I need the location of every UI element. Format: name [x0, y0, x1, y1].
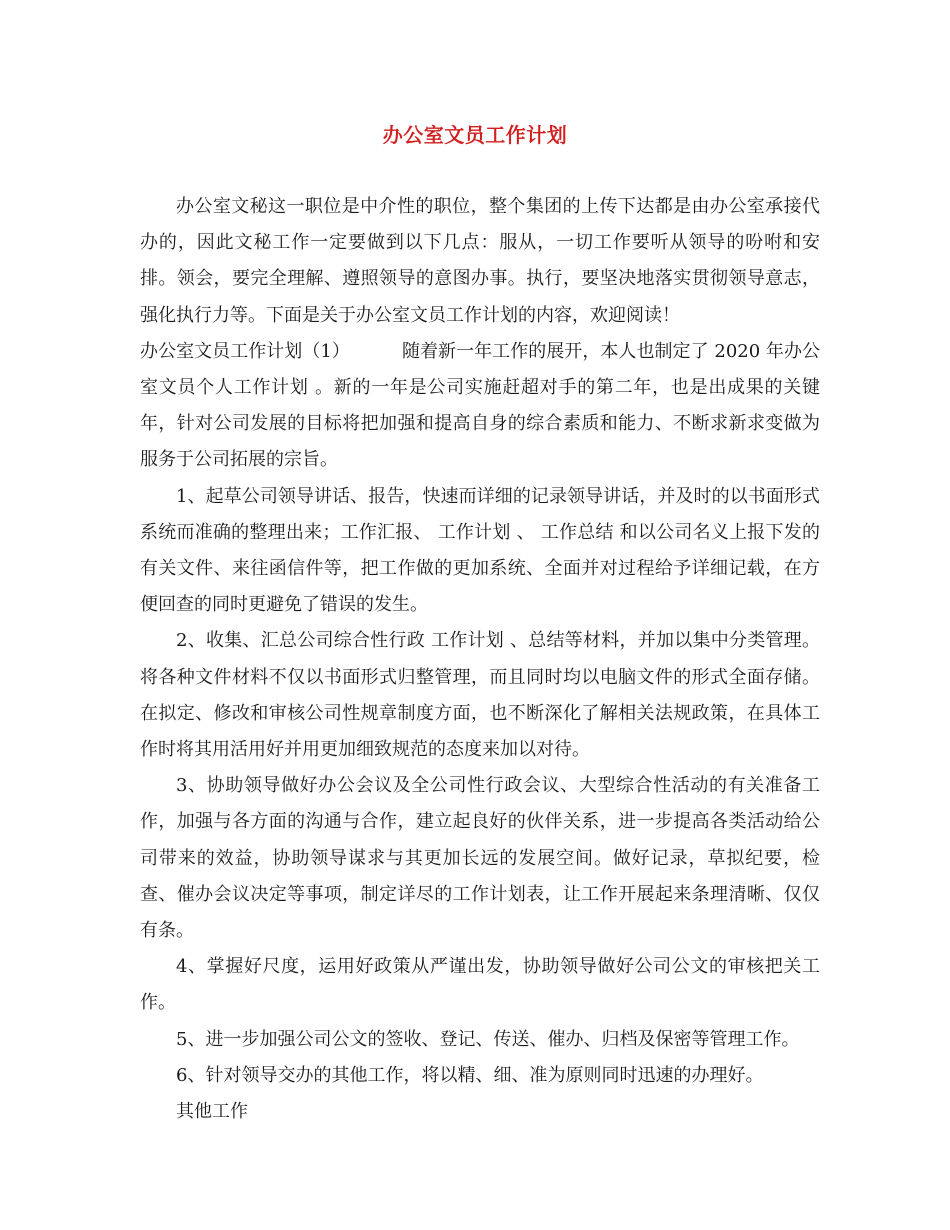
document-body — [140, 189, 820, 1130]
section-paragraph — [140, 334, 820, 479]
section-body: 随着新一年工作的展开，本人也制定了 2020 年办公室文员个人工作计划 。新的一年是公司实施赶超对手的第二年，也是出成果的关键年，针对公司发展的目标将把加强和提高自身的综合素质和能力、不断求新求变做为服务于公司拓展的宗旨。 — [140, 340, 821, 471]
item-2-paragraph: 2、收集、汇总公司综合性行政 工作计划 、总结等材料，并加以集中分类管理。将各种文件材料不仅以书面形式归整管理，而且同时均以电脑文件的形式全面存储。在拟定、修改和审核公司性规章制度方面，也不断深化了解相关法规政策，在具体工作时将其用活用好并用更加细致规范的态度来加以对待。 — [140, 630, 820, 761]
closing-heading: 其他工作 — [176, 1101, 248, 1123]
document-title: 办公室文员工作计划 — [382, 123, 568, 147]
item-5-paragraph: 5、进一步加强公司公文的签收、登记、传送、催办、归档及保密等管理工作。 — [176, 1028, 800, 1050]
item-1-paragraph: 1、起草公司领导讲话、报告，快速而详细的记录领导讲话，并及时的以书面形式系统而准确的整理出来；工作汇报、 工作计划 、 工作总结 和以公司名义上报下发的有关文件、来往函信件等，把工作做的更加系统、全面并对过程给予详细记载，在方便回查的同时更避免了错误的发生。 — [140, 485, 820, 616]
item-3-paragraph: 3、协助领导做好办公会议及全公司性行政会议、大型综合性活动的有关准备工作，加强与各方面的沟通与合作，建立起良好的伙伴关系，进一步提高各类活动给公司带来的效益，协助领导谋求与其更加长远的发展空间。做好记录，草拟纪要，检查、催办会议决定等事项，制定详尽的工作计划表，让工作开展起来条理清晰、仅仅有条。 — [140, 775, 820, 942]
section-label: 办公室文员工作计划（1） — [140, 340, 350, 362]
item-4-paragraph: 4、掌握好尺度，运用好政策从严谨出发，协助领导做好公司公文的审核把关工作。 — [140, 956, 820, 1014]
item-6-paragraph: 6、针对领导交办的其他工作，将以精、细、准为原则同时迅速的办理好。 — [176, 1064, 764, 1086]
intro-paragraph: 办公室文秘这一职位是中介性的职位，整个集团的上传下达都是由办公室承接代办的，因此文秘工作一定要做到以下几点：服从，一切工作要听从领导的吩咐和安排。领会，要完全理解、遵照领导的意图办事。执行，要坚决地落实贯彻领导意志，强化执行力等。下面是关于办公室文员工作计划的内容，欢迎阅读！ — [140, 196, 820, 326]
